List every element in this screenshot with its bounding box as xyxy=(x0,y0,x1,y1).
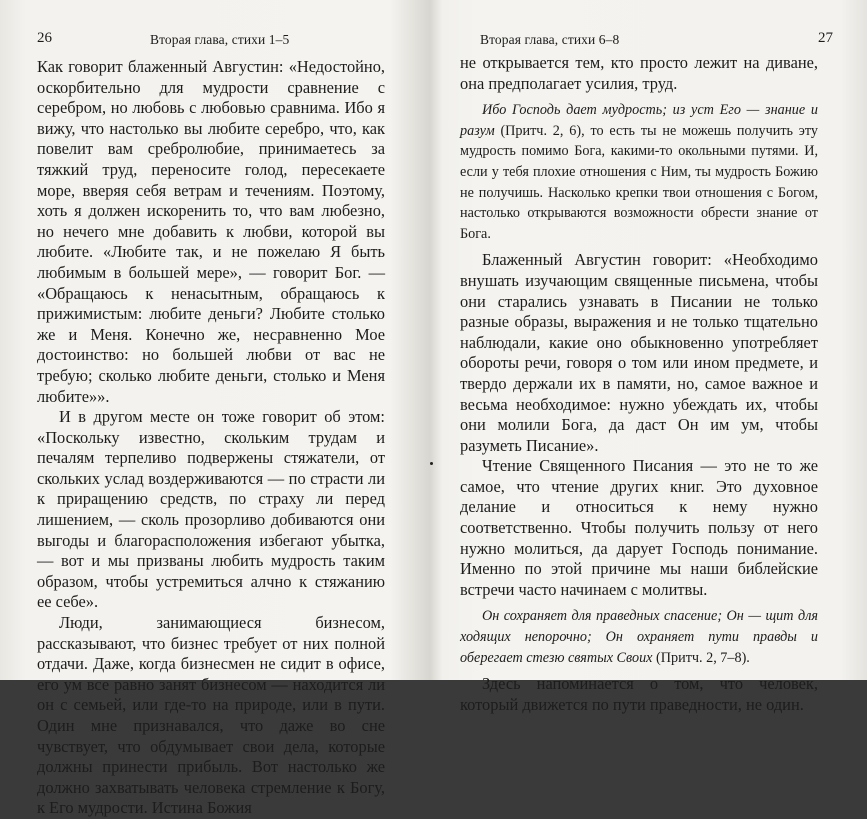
paragraph: Блаженный Августин говорит: «Необходимо внушать изучающим священные письмена, чтобы они старались узнавать в Писании не только разные образы, выражения и не только тщательно наблюдали, какие оно обыкновенно употребляет обороты речи, говоря о том или ином предмете, и твердо держали их в памяти, но, самое важное и весьма необходимое: нужно убеждать их, чтобы они молили Бога, да даст Он им ум, чтобы разуметь Писание». xyxy=(460,250,818,455)
quote-reference: (Притч. 2, 7–8). xyxy=(656,649,750,666)
page-number: 26 xyxy=(37,30,52,46)
paragraph: Как говорит блаженный Августин: «Недостойно, оскорбительно для мудрости сравнение с серебром, но любовь с любовью сравнима. Ибо я вижу, что настолько вы любите серебро, что, как повелит вам сребролюбие, принимаетесь за тяжкий труд, переносите голод, пересекаете море, вверяя себя ветрам и течениям. Поэтому, хоть я должен искоренить то, что вам любезно, но нечего мне добавить к любви, которой вы любите. «Любите так, и не пожелаю Я быть любимым в большей мере», — говорит Бог. — «Обращаюсь к ненасытным, обращаюсь к прижимистым: любите деньги? Любите столько же и Меня. Конечно же, несравненно Мое достоинство: но большей любви от вас не требую; сколько любите деньги, столько и Меня любите»». xyxy=(37,57,385,406)
paragraph: И в другом месте он тоже говорит об этом: «Поскольку известно, скольким трудам и печалям терпеливо подвержены стяжатели, от скольких услад воздерживаются — по страсти ли к приращению средств, по страху ли перед лишением, — сколь прозорливо добиваются они выгоды и благорасположения избегают убытка, — вот и мы призваны любить мудрость таким образом, чтобы устремиться алчно к стяжанию ее себе». xyxy=(37,407,385,612)
paragraph: Здесь напоминается о том, что человек, который движется по пути праведности, не один. xyxy=(460,674,818,714)
scripture-quote xyxy=(460,100,818,244)
running-head: Вторая глава, стихи 6–8 xyxy=(480,32,620,47)
quote-text: Он сохраняет для праведных спасение; Он — щит для ходящих непорочно; Он охраняет пути правды и оберегает стезю святых Своих xyxy=(460,608,818,666)
paragraph: не открывается тем, кто просто лежит на диване, она предполагает усилия, труд. xyxy=(460,53,818,93)
left-page xyxy=(0,0,430,818)
quote-reference: (Притч. 2, 6), то есть ты не можешь получить эту мудрость помимо Бога, какими-то окольными путями. И, если у тебя плохие отношения с Ним, ты мудрость Божию не получишь. Насколько крепки твои отношения с Богом, настолько открываются возможности обрести знание от Бога. xyxy=(460,122,819,242)
page-text xyxy=(460,53,818,715)
print-dot xyxy=(430,462,433,465)
running-head: Вторая глава, стихи 1–5 xyxy=(150,32,290,47)
right-page xyxy=(434,0,867,714)
quote-text: Ибо Господь дает мудрость; из уст Его — знание и разум xyxy=(460,102,818,139)
page-number: 27 xyxy=(818,30,833,46)
page-text xyxy=(37,57,385,819)
paragraph: Чтение Священного Писания — это не то же самое, что чтение других книг. Это духовное делание и относиться к нему нужно соответственно. Чтобы получить пользу от него нужно молиться, да дарует Господь понимание. Именно по этой причине мы наши библейские встречи часто начинаем с молитвы. xyxy=(460,456,818,599)
paragraph: Люди, занимающиеся бизнесом, рассказывают, что бизнес требует от них полной отдачи. Даже, когда бизнесмен не сидит в офисе, его ум все равно занят бизнесом — находится ли он с семьей, или где-то на природе, или в пути. Один мне признавался, что даже во сне чувствует, что обдумывает свои дела, которые должны принести прибыль. Вот настолько же должно захватывать человека стремление к Богу, к Его мудрости. Истина Божия xyxy=(37,613,385,818)
scripture-quote xyxy=(460,606,818,668)
